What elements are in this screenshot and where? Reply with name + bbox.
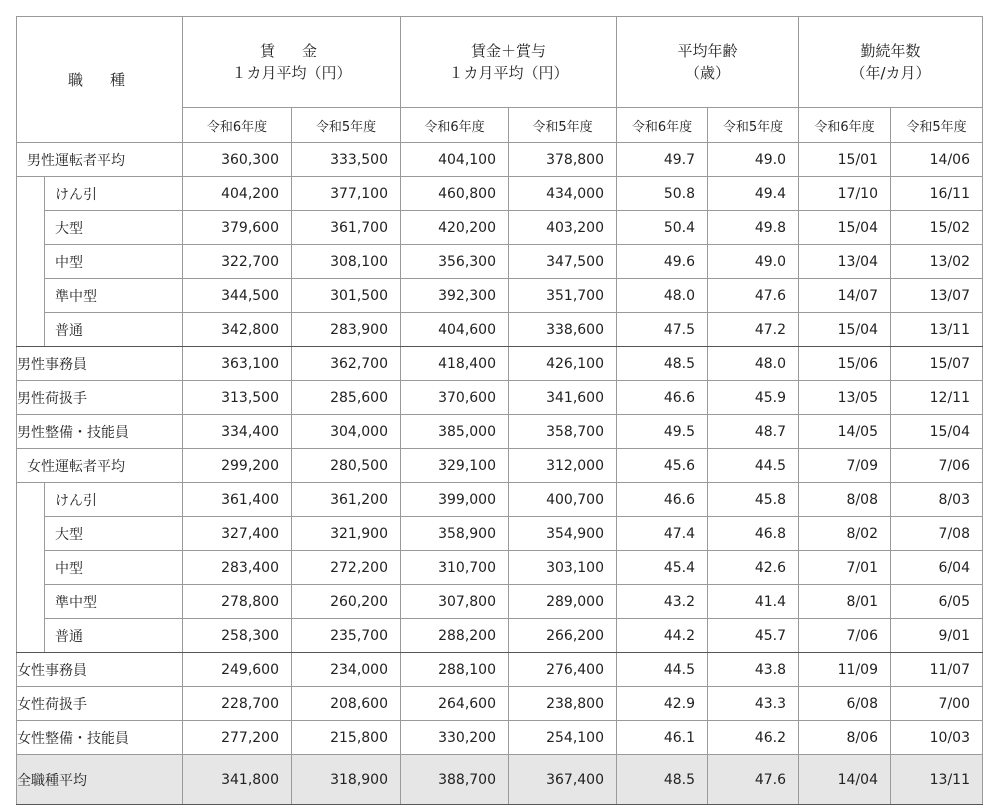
cell-wage-r5: 280,500 — [292, 449, 401, 483]
table-row — [17, 381, 983, 415]
header-category-label: 職 種 — [67, 70, 131, 89]
cell-age-r5: 41.4 — [708, 585, 799, 619]
cell-tenure-r6: 8/02 — [799, 517, 891, 551]
row-label: 準中型 — [45, 279, 183, 313]
cell-age-r5: 49.4 — [708, 177, 799, 211]
cell-bonus-r5: 347,500 — [509, 245, 617, 279]
header-category — [17, 17, 183, 143]
row-label: 女性整備・技能員 — [17, 721, 183, 755]
row-indent — [17, 517, 45, 551]
cell-bonus-r6: 310,700 — [401, 551, 509, 585]
cell-age-r6: 45.4 — [617, 551, 708, 585]
cell-age-r6: 44.5 — [617, 653, 708, 687]
year-header-tenure-r5: 令和5年度 — [891, 108, 983, 143]
cell-age-r5: 43.8 — [708, 653, 799, 687]
cell-tenure-r6: 7/06 — [799, 619, 891, 653]
table-row — [17, 687, 983, 721]
cell-tenure-r5: 7/06 — [891, 449, 983, 483]
cell-tenure-r5: 9/01 — [891, 619, 983, 653]
cell-bonus-r5: 354,900 — [509, 517, 617, 551]
cell-wage-r6: 361,400 — [183, 483, 292, 517]
cell-tenure-r5: 13/02 — [891, 245, 983, 279]
cell-wage-r6: 344,500 — [183, 279, 292, 313]
table-row — [17, 551, 983, 585]
table-row — [17, 347, 983, 381]
wage-statistics-table — [16, 16, 983, 805]
cell-bonus-r5: 400,700 — [509, 483, 617, 517]
header-wage-subtitle: １カ月平均（円） — [231, 64, 352, 82]
year-header-wage-r6: 令和6年度 — [183, 108, 292, 143]
cell-wage-r6: 249,600 — [183, 653, 292, 687]
row-label: 準中型 — [45, 585, 183, 619]
cell-wage-r5: 377,100 — [292, 177, 401, 211]
cell-age-r6: 46.1 — [617, 721, 708, 755]
row-indent — [17, 619, 45, 653]
cell-bonus-r5: 341,600 — [509, 381, 617, 415]
cell-bonus-r5: 426,100 — [509, 347, 617, 381]
cell-age-r6: 47.4 — [617, 517, 708, 551]
cell-wage-r5: 260,200 — [292, 585, 401, 619]
row-label: 男性事務員 — [17, 347, 183, 381]
year-header-tenure-r6: 令和6年度 — [799, 108, 891, 143]
cell-bonus-r6: 288,100 — [401, 653, 509, 687]
cell-age-r6: 46.6 — [617, 381, 708, 415]
cell-bonus-r6: 356,300 — [401, 245, 509, 279]
cell-bonus-r6: 330,200 — [401, 721, 509, 755]
cell-bonus-r5: 266,200 — [509, 619, 617, 653]
table-row — [17, 517, 983, 551]
cell-wage-r6: 334,400 — [183, 415, 292, 449]
cell-tenure-r5: 14/06 — [891, 143, 983, 177]
cell-wage-r5: 208,600 — [292, 687, 401, 721]
cell-tenure-r6: 15/04 — [799, 211, 891, 245]
cell-bonus-r6: 418,400 — [401, 347, 509, 381]
table-row — [17, 483, 983, 517]
cell-wage-r6: 322,700 — [183, 245, 292, 279]
header-wage — [183, 17, 401, 108]
cell-wage-r6: 283,400 — [183, 551, 292, 585]
year-header-age-r5: 令和5年度 — [708, 108, 799, 143]
cell-wage-r6: 277,200 — [183, 721, 292, 755]
cell-wage-r5: 308,100 — [292, 245, 401, 279]
cell-age-r5: 49.8 — [708, 211, 799, 245]
cell-wage-r5: 285,600 — [292, 381, 401, 415]
cell-bonus-r6: 358,900 — [401, 517, 509, 551]
table-row — [17, 449, 983, 483]
row-label: 男性整備・技能員 — [17, 415, 183, 449]
cell-wage-r6: 313,500 — [183, 381, 292, 415]
table-row — [17, 245, 983, 279]
row-label: 男性荷扱手 — [17, 381, 183, 415]
cell-tenure-r5: 7/08 — [891, 517, 983, 551]
cell-age-r6: 47.5 — [617, 313, 708, 347]
row-label: 大型 — [45, 211, 183, 245]
cell-age-r6: 50.8 — [617, 177, 708, 211]
row-label: けん引 — [45, 483, 183, 517]
cell-tenure-r6: 7/09 — [799, 449, 891, 483]
cell-wage-r6: 404,200 — [183, 177, 292, 211]
table-row — [17, 721, 983, 755]
cell-tenure-r6: 6/08 — [799, 687, 891, 721]
cell-wage-r5: 215,800 — [292, 721, 401, 755]
cell-tenure-r5: 13/07 — [891, 279, 983, 313]
cell-age-r6: 49.6 — [617, 245, 708, 279]
cell-bonus-r5: 312,000 — [509, 449, 617, 483]
cell-age-r5: 47.6 — [708, 755, 799, 805]
cell-tenure-r5: 15/04 — [891, 415, 983, 449]
row-indent — [17, 177, 45, 211]
cell-bonus-r5: 338,600 — [509, 313, 617, 347]
table-row — [17, 313, 983, 347]
cell-wage-r5: 362,700 — [292, 347, 401, 381]
table-row — [17, 585, 983, 619]
row-label: 男性運転者平均 — [17, 143, 183, 177]
cell-tenure-r5: 6/04 — [891, 551, 983, 585]
cell-bonus-r5: 403,200 — [509, 211, 617, 245]
cell-wage-r6: 363,100 — [183, 347, 292, 381]
cell-wage-r6: 379,600 — [183, 211, 292, 245]
cell-wage-r6: 258,300 — [183, 619, 292, 653]
cell-bonus-r5: 276,400 — [509, 653, 617, 687]
cell-wage-r6: 342,800 — [183, 313, 292, 347]
cell-tenure-r5: 10/03 — [891, 721, 983, 755]
cell-bonus-r5: 358,700 — [509, 415, 617, 449]
cell-age-r5: 49.0 — [708, 143, 799, 177]
table-row — [17, 143, 983, 177]
cell-bonus-r5: 289,000 — [509, 585, 617, 619]
cell-bonus-r5: 434,000 — [509, 177, 617, 211]
cell-wage-r6: 360,300 — [183, 143, 292, 177]
cell-tenure-r5: 16/11 — [891, 177, 983, 211]
cell-bonus-r6: 307,800 — [401, 585, 509, 619]
cell-wage-r6: 327,400 — [183, 517, 292, 551]
cell-tenure-r5: 8/03 — [891, 483, 983, 517]
cell-tenure-r5: 11/07 — [891, 653, 983, 687]
row-label: 大型 — [45, 517, 183, 551]
cell-wage-r5: 272,200 — [292, 551, 401, 585]
cell-tenure-r5: 12/11 — [891, 381, 983, 415]
header-wage-bonus-title: 賃金＋賞与 — [470, 42, 546, 60]
row-indent — [17, 551, 45, 585]
cell-age-r6: 48.5 — [617, 347, 708, 381]
cell-age-r5: 44.5 — [708, 449, 799, 483]
cell-age-r6: 44.2 — [617, 619, 708, 653]
cell-age-r5: 48.0 — [708, 347, 799, 381]
cell-age-r5: 42.6 — [708, 551, 799, 585]
row-label: 女性荷扱手 — [17, 687, 183, 721]
row-label: 女性運転者平均 — [17, 449, 183, 483]
header-average-age-unit: （歳） — [684, 64, 730, 82]
row-indent — [17, 585, 45, 619]
year-header-bonus-r5: 令和5年度 — [509, 108, 617, 143]
row-label: 女性事務員 — [17, 653, 183, 687]
header-tenure-unit: （年/カ月） — [850, 64, 931, 82]
cell-wage-r5: 361,200 — [292, 483, 401, 517]
header-wage-bonus — [401, 17, 617, 108]
cell-tenure-r6: 14/05 — [799, 415, 891, 449]
cell-age-r5: 45.9 — [708, 381, 799, 415]
cell-bonus-r6: 388,700 — [401, 755, 509, 805]
cell-wage-r5: 301,500 — [292, 279, 401, 313]
cell-age-r6: 48.5 — [617, 755, 708, 805]
cell-age-r6: 48.0 — [617, 279, 708, 313]
cell-age-r5: 45.8 — [708, 483, 799, 517]
wage-table-container — [16, 16, 983, 805]
table-row — [17, 653, 983, 687]
cell-wage-r5: 235,700 — [292, 619, 401, 653]
cell-tenure-r6: 8/01 — [799, 585, 891, 619]
table-row — [17, 619, 983, 653]
row-indent — [17, 245, 45, 279]
cell-tenure-r5: 7/00 — [891, 687, 983, 721]
year-header-wage-r5: 令和5年度 — [292, 108, 401, 143]
header-wage-title: 賃 金 — [259, 42, 323, 60]
cell-bonus-r6: 385,000 — [401, 415, 509, 449]
cell-tenure-r6: 14/07 — [799, 279, 891, 313]
cell-tenure-r5: 15/02 — [891, 211, 983, 245]
cell-age-r6: 46.6 — [617, 483, 708, 517]
cell-wage-r5: 318,900 — [292, 755, 401, 805]
row-label: 普通 — [45, 619, 183, 653]
cell-age-r5: 49.0 — [708, 245, 799, 279]
cell-wage-r5: 361,700 — [292, 211, 401, 245]
header-tenure — [799, 17, 983, 108]
cell-tenure-r6: 8/08 — [799, 483, 891, 517]
row-indent — [17, 483, 45, 517]
cell-tenure-r6: 14/04 — [799, 755, 891, 805]
cell-bonus-r5: 378,800 — [509, 143, 617, 177]
table-body — [17, 143, 983, 805]
cell-bonus-r5: 254,100 — [509, 721, 617, 755]
table-row — [17, 211, 983, 245]
cell-age-r6: 50.4 — [617, 211, 708, 245]
cell-tenure-r5: 13/11 — [891, 313, 983, 347]
cell-age-r5: 48.7 — [708, 415, 799, 449]
cell-age-r6: 43.2 — [617, 585, 708, 619]
cell-tenure-r6: 7/01 — [799, 551, 891, 585]
table-row — [17, 177, 983, 211]
row-label: 中型 — [45, 245, 183, 279]
row-label: けん引 — [45, 177, 183, 211]
cell-wage-r5: 333,500 — [292, 143, 401, 177]
cell-tenure-r6: 13/04 — [799, 245, 891, 279]
cell-tenure-r6: 8/06 — [799, 721, 891, 755]
cell-age-r6: 49.5 — [617, 415, 708, 449]
cell-bonus-r6: 404,100 — [401, 143, 509, 177]
row-indent — [17, 211, 45, 245]
cell-bonus-r5: 303,100 — [509, 551, 617, 585]
cell-tenure-r6: 13/05 — [799, 381, 891, 415]
cell-age-r5: 46.8 — [708, 517, 799, 551]
cell-bonus-r5: 238,800 — [509, 687, 617, 721]
cell-tenure-r5: 13/11 — [891, 755, 983, 805]
cell-bonus-r6: 370,600 — [401, 381, 509, 415]
cell-wage-r6: 228,700 — [183, 687, 292, 721]
cell-tenure-r6: 15/06 — [799, 347, 891, 381]
cell-wage-r5: 283,900 — [292, 313, 401, 347]
cell-tenure-r6: 11/09 — [799, 653, 891, 687]
cell-age-r5: 45.7 — [708, 619, 799, 653]
cell-bonus-r5: 367,400 — [509, 755, 617, 805]
cell-age-r5: 46.2 — [708, 721, 799, 755]
row-indent — [17, 279, 45, 313]
cell-bonus-r6: 392,300 — [401, 279, 509, 313]
cell-tenure-r5: 15/07 — [891, 347, 983, 381]
cell-wage-r5: 304,000 — [292, 415, 401, 449]
cell-bonus-r6: 288,200 — [401, 619, 509, 653]
row-label: 中型 — [45, 551, 183, 585]
cell-bonus-r6: 399,000 — [401, 483, 509, 517]
cell-bonus-r6: 460,800 — [401, 177, 509, 211]
cell-wage-r5: 321,900 — [292, 517, 401, 551]
cell-bonus-r6: 404,600 — [401, 313, 509, 347]
header-tenure-title: 勤続年数 — [860, 42, 921, 60]
row-label: 全職種平均 — [17, 755, 183, 805]
cell-age-r5: 47.2 — [708, 313, 799, 347]
cell-wage-r5: 234,000 — [292, 653, 401, 687]
header-average-age — [617, 17, 799, 108]
cell-wage-r6: 341,800 — [183, 755, 292, 805]
cell-tenure-r5: 6/05 — [891, 585, 983, 619]
year-header-bonus-r6: 令和6年度 — [401, 108, 509, 143]
year-header-age-r6: 令和6年度 — [617, 108, 708, 143]
cell-bonus-r5: 351,700 — [509, 279, 617, 313]
cell-age-r5: 43.3 — [708, 687, 799, 721]
cell-age-r5: 47.6 — [708, 279, 799, 313]
cell-wage-r6: 299,200 — [183, 449, 292, 483]
cell-wage-r6: 278,800 — [183, 585, 292, 619]
cell-age-r6: 45.6 — [617, 449, 708, 483]
cell-tenure-r6: 15/01 — [799, 143, 891, 177]
row-indent — [17, 313, 45, 347]
header-wage-bonus-subtitle: １カ月平均（円） — [448, 64, 569, 82]
header-average-age-title: 平均年齢 — [677, 42, 738, 60]
cell-age-r6: 42.9 — [617, 687, 708, 721]
table-row — [17, 279, 983, 313]
cell-age-r6: 49.7 — [617, 143, 708, 177]
cell-tenure-r6: 15/04 — [799, 313, 891, 347]
cell-bonus-r6: 264,600 — [401, 687, 509, 721]
cell-tenure-r6: 17/10 — [799, 177, 891, 211]
table-row — [17, 755, 983, 805]
cell-bonus-r6: 420,200 — [401, 211, 509, 245]
table-row — [17, 415, 983, 449]
row-label: 普通 — [45, 313, 183, 347]
cell-bonus-r6: 329,100 — [401, 449, 509, 483]
